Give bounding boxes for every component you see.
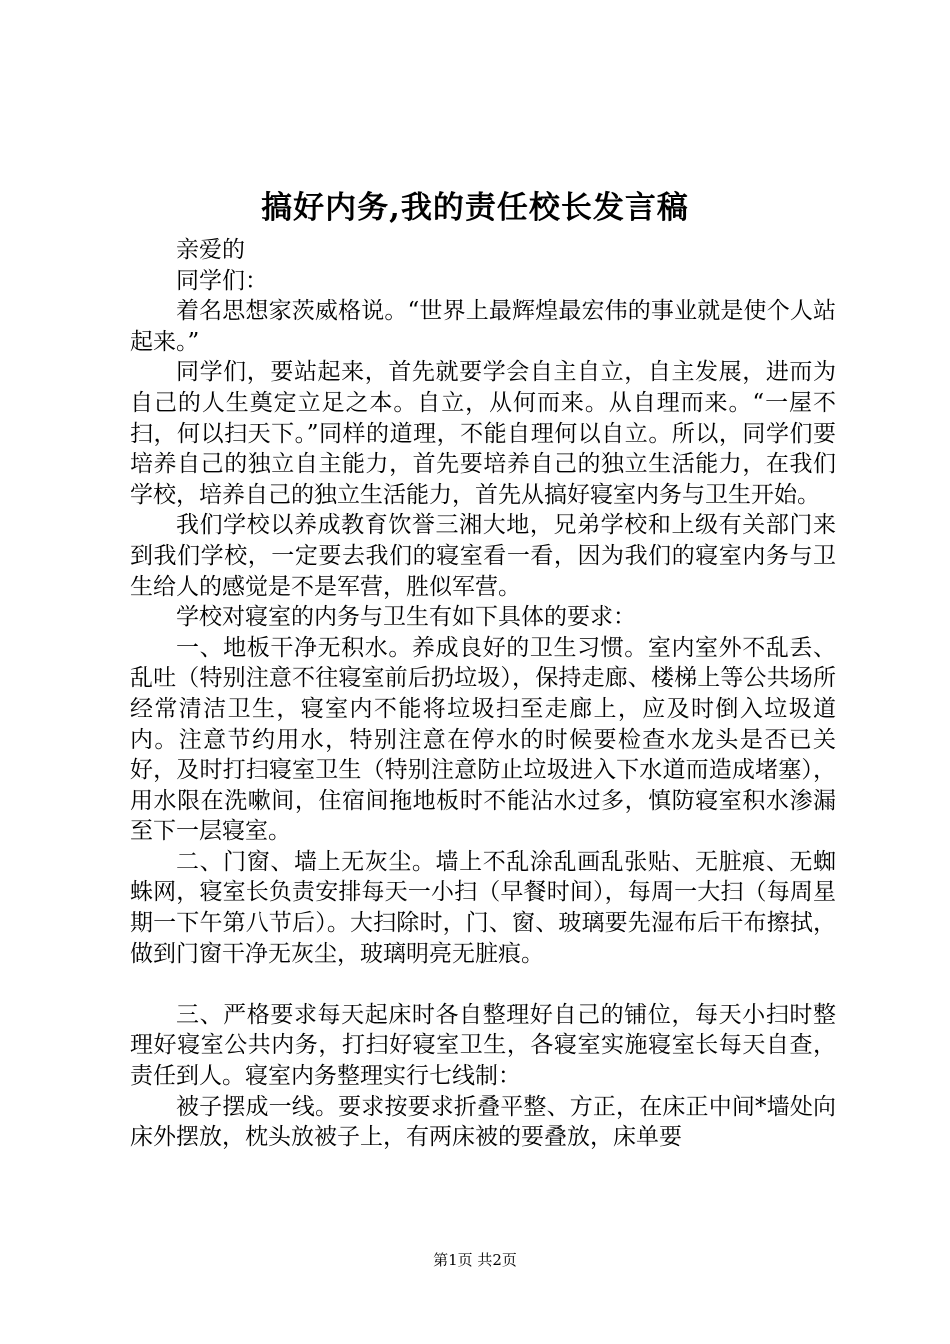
paragraph-requirement-3: 三、严格要求每天起床时各自整理好自己的铺位，每天小扫时整理好寝室公共内务，打扫好寝室卫生，各寝室实施寝室长每天自查，责任到人。寝室内务整理实行七线制： <box>130 1001 836 1090</box>
paragraph-salutation-2: 同学们： <box>176 267 268 294</box>
paragraph-quilt-rule: 被子摆成一线。要求按要求折叠平整、方正，在床正中间*墙处向床外摆放，枕头放被子上，有两床被的要叠放，床单要 <box>130 1093 836 1151</box>
document-body <box>130 235 836 1153</box>
paragraph-requirement-2: 二、门窗、墙上无灰尘。墙上不乱涂乱画乱张贴、无脏痕、无蜘蛛网，寝室长负责安排每天一小扫（早餐时间），每周一大扫（每周星期一下午第八节后）。大扫除时，门、窗、玻璃要先湿布后干布擦拭，做到门窗干净无灰尘，玻璃明亮无脏痕。 <box>130 848 836 967</box>
paragraph-salutation-1: 亲爱的 <box>176 237 245 263</box>
paragraph-requirements-intro: 学校对寝室的内务与卫生有如下具体的要求： <box>176 604 636 631</box>
paragraph-requirement-1: 一、地板干净无积水。养成良好的卫生习惯。室内室外不乱丢、乱吐（特别注意不往寝室前后扔垃圾），保持走廊、楼梯上等公共场所经常清洁卫生，寝室内不能将垃圾扫至走廊上，应及时倒入垃圾道内。注意节约用水，特别注意在停水的时候要检查水龙头是否已关好，及时打扫寝室卫生（特别注意防止垃圾进入下水道而造成堵塞），用水限在洗嗽间，住宿间拖地板时不能沾水过多，慎防寝室积水渗漏至下一层寝室。 <box>130 634 836 845</box>
paragraph-quote: 着名思想家茨威格说。“世界上最辉煌最宏伟的事业就是使个人站起来。” <box>130 298 836 355</box>
paragraph-self-reliance: 同学们，要站起来，首先就要学会自主自立，自主发展，进而为自己的人生奠定立足之本。自立，从何而来。从自理而来。“一屋不扫，何以扫天下。”同样的道理，不能自理何以自立。所以，同学们要培养自己的独立自主能力，首先要培养自己的独立生活能力，在我们学校，培养自己的独立生活能力，首先从搞好寝室内务与卫生开始。 <box>130 359 836 508</box>
paragraph-school-reputation: 我们学校以养成教育饮誉三湘大地，兄弟学校和上级有关部门来到我们学校，一定要去我们的寝室看一看，因为我们的寝室内务与卫生给人的感觉是不是军营，胜似军营。 <box>130 512 836 600</box>
page-footer: 第1页 共2页 <box>433 1251 517 1269</box>
document-title: 搞好内务,我的责任校长发言稿 <box>261 190 689 226</box>
